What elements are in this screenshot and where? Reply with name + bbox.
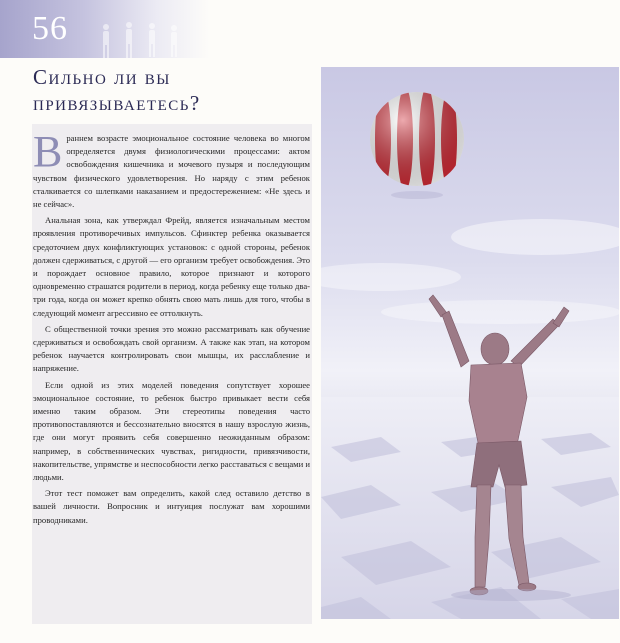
paragraph-2: Анальная зона, как утверждал Фрейд, является изначальным местом проявления противоречивых импульсов. Сфинктер ребенка оказывается средоточием двух конфликтующих установок: с одной стороны, ребенок должен сдерживаться, с другой — его организм требует освобождения. Это и порождает основное правило, которое признают и которого одновременно страшатся родители в период, когда ребенку еще только два-три года, когда он может крепко обнять свою мать лишь для того, чтобы в следующий момент агрессивно ее оттолкнуть. (33, 215, 310, 318)
page-title (33, 64, 303, 116)
paragraph-1 (33, 127, 310, 211)
title-line-1: Сильно ли вы (33, 65, 171, 89)
page-number: 56 (32, 10, 68, 47)
title-line-2: привязываетесь? (33, 91, 201, 115)
paragraph-3: С общественной точки зрения это можно рассматривать как обучение сдерживаться и освобождать свой организм. А также как этап, на котором ребенок научается контролировать свои мышцы, их расслабление и напряжение. (33, 323, 310, 374)
paragraph-5: Этот тест поможет вам определить, какой след оставило детство в вашей личности. Вопросник и интуиция послужат вам хорошими проводниками. (33, 488, 310, 525)
body-text (33, 127, 310, 530)
paragraph-4: Если одной из этих моделей поведения сопутствует хорошее эмоциональное состояние, то ребенок быстро привыкает вести себя именно таким образом. Эти стереотипы поведения часто противопоставляются и бессознательно вносятся в нашу взрослую жизнь, где они могут проявить себя совершенно неожиданным образом: например, в собственнических чувствах, ригидности, привязчивости, накопительстве, упрямстве и неспособности легко расставаться с вещами и людьми. (33, 379, 310, 483)
illustration-boy-and-ball (321, 67, 619, 619)
paragraph-1-text: раннем возрасте эмоциональное состояние человека во многом определяется двумя физиологическими процессами: актом освобождения кишечника и мочевого пузыря и последующим чувством физического удовлетворения. Но наряду с этим ребенок сталкивается со шлепками наказанием и предостережением: «Не здесь и не сейчас». (33, 133, 310, 210)
silhouette-figures-decoration (80, 20, 210, 58)
drop-cap: В (33, 127, 63, 176)
